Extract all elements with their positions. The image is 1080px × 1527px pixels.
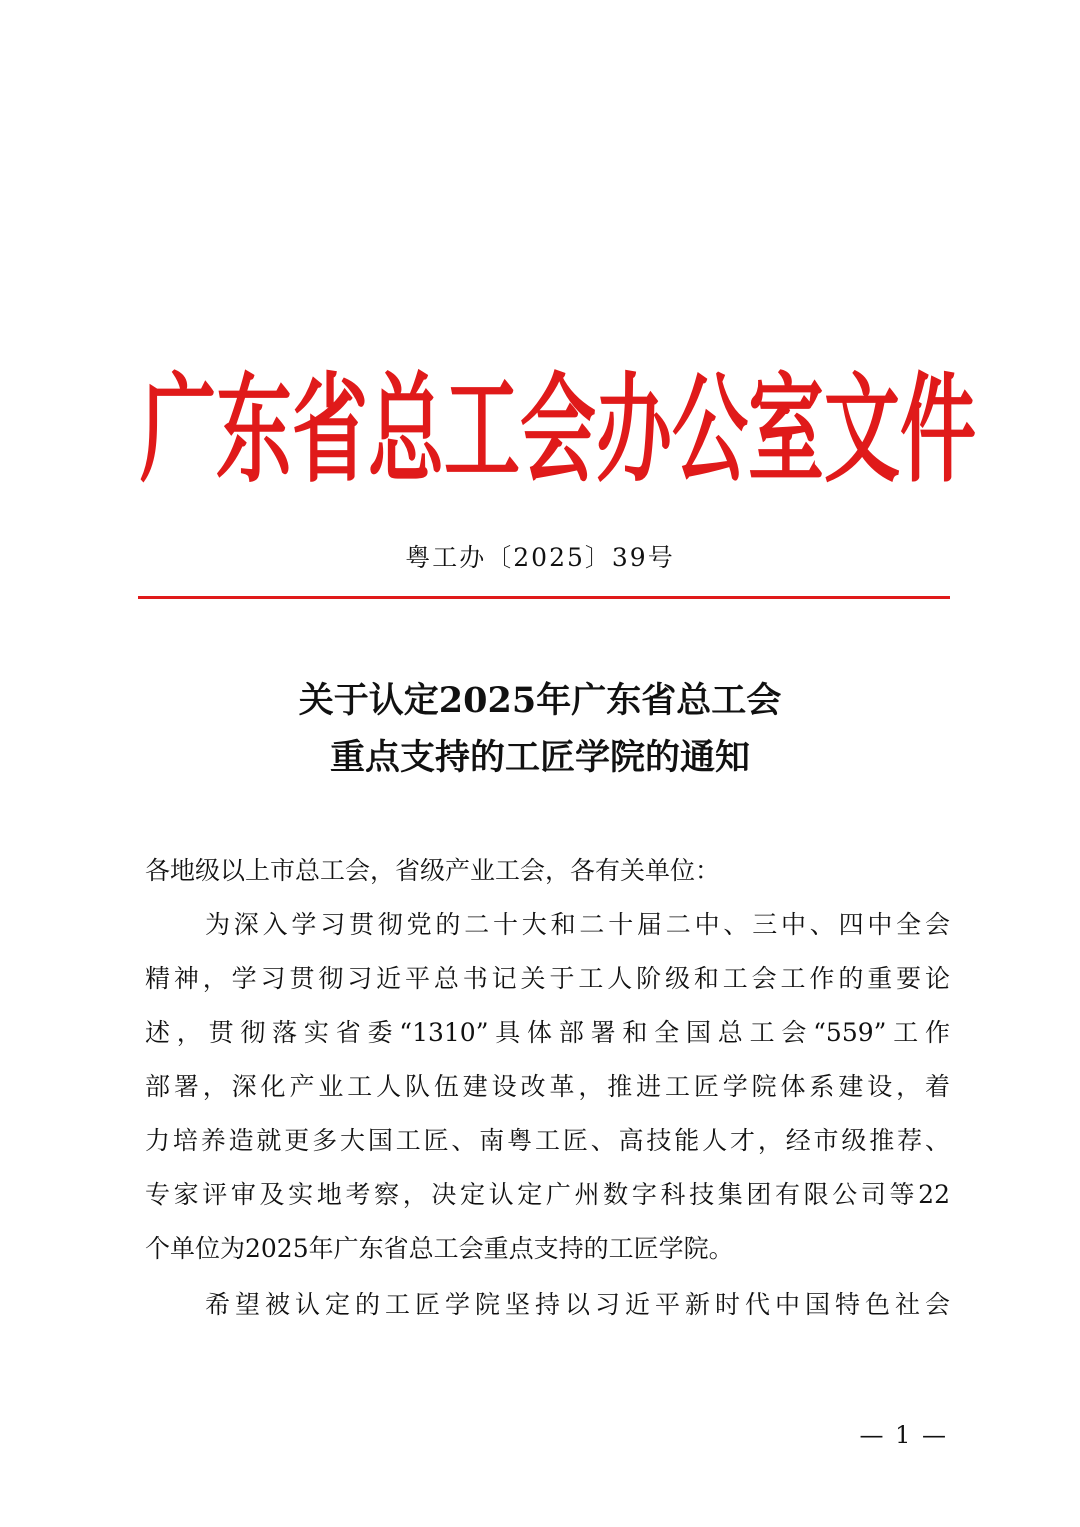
- masthead-char: 工: [444, 360, 520, 499]
- paragraph-line: 部署，深化产业工人队伍建设改革，推进工匠学院体系建设，着: [145, 1072, 950, 1101]
- paragraph-line: 希望被认定的工匠学院坚持以习近平新时代中国特色社会: [205, 1290, 950, 1319]
- paragraph-line: 述，贯彻落实省委“1310”具体部署和全国总工会“559”工作: [145, 1018, 950, 1047]
- masthead-char: 件: [900, 360, 976, 499]
- masthead-char: 公: [672, 360, 748, 499]
- paragraph-line: 力培养造就更多大国工匠、南粤工匠、高技能人才，经市级推荐、: [145, 1126, 950, 1155]
- masthead-char: 文: [824, 360, 900, 499]
- salutation: 各地级以上市总工会，省级产业工会，各有关单位：: [145, 856, 721, 885]
- masthead: [140, 360, 976, 500]
- paragraph-line: 专家评审及实地考察，决定认定广州数字科技集团有限公司等22: [145, 1180, 950, 1209]
- masthead-char: 室: [748, 360, 824, 499]
- document-number: 粤工办〔2025〕39号: [405, 543, 675, 572]
- paragraph-line: 精神，学习贯彻习近平总书记关于工人阶级和工会工作的重要论: [145, 964, 950, 993]
- paragraph-line: 为深入学习贯彻党的二十大和二十届二中、三中、四中全会: [205, 910, 950, 939]
- page-number: — 1 —: [859, 1421, 948, 1449]
- masthead-char: 省: [292, 360, 368, 499]
- red-divider: [138, 596, 950, 599]
- masthead-char: 广: [140, 360, 216, 499]
- masthead-char: 总: [368, 360, 444, 499]
- document-title-line-2: 重点支持的工匠学院的通知: [329, 737, 750, 778]
- masthead-char: 会: [520, 360, 596, 499]
- paragraph-line: 个单位为2025年广东省总工会重点支持的工匠学院。: [145, 1234, 734, 1263]
- document-title-line-1: 关于认定2025年广东省总工会: [298, 680, 782, 721]
- masthead-char: 办: [596, 360, 672, 499]
- masthead-char: 东: [216, 360, 292, 499]
